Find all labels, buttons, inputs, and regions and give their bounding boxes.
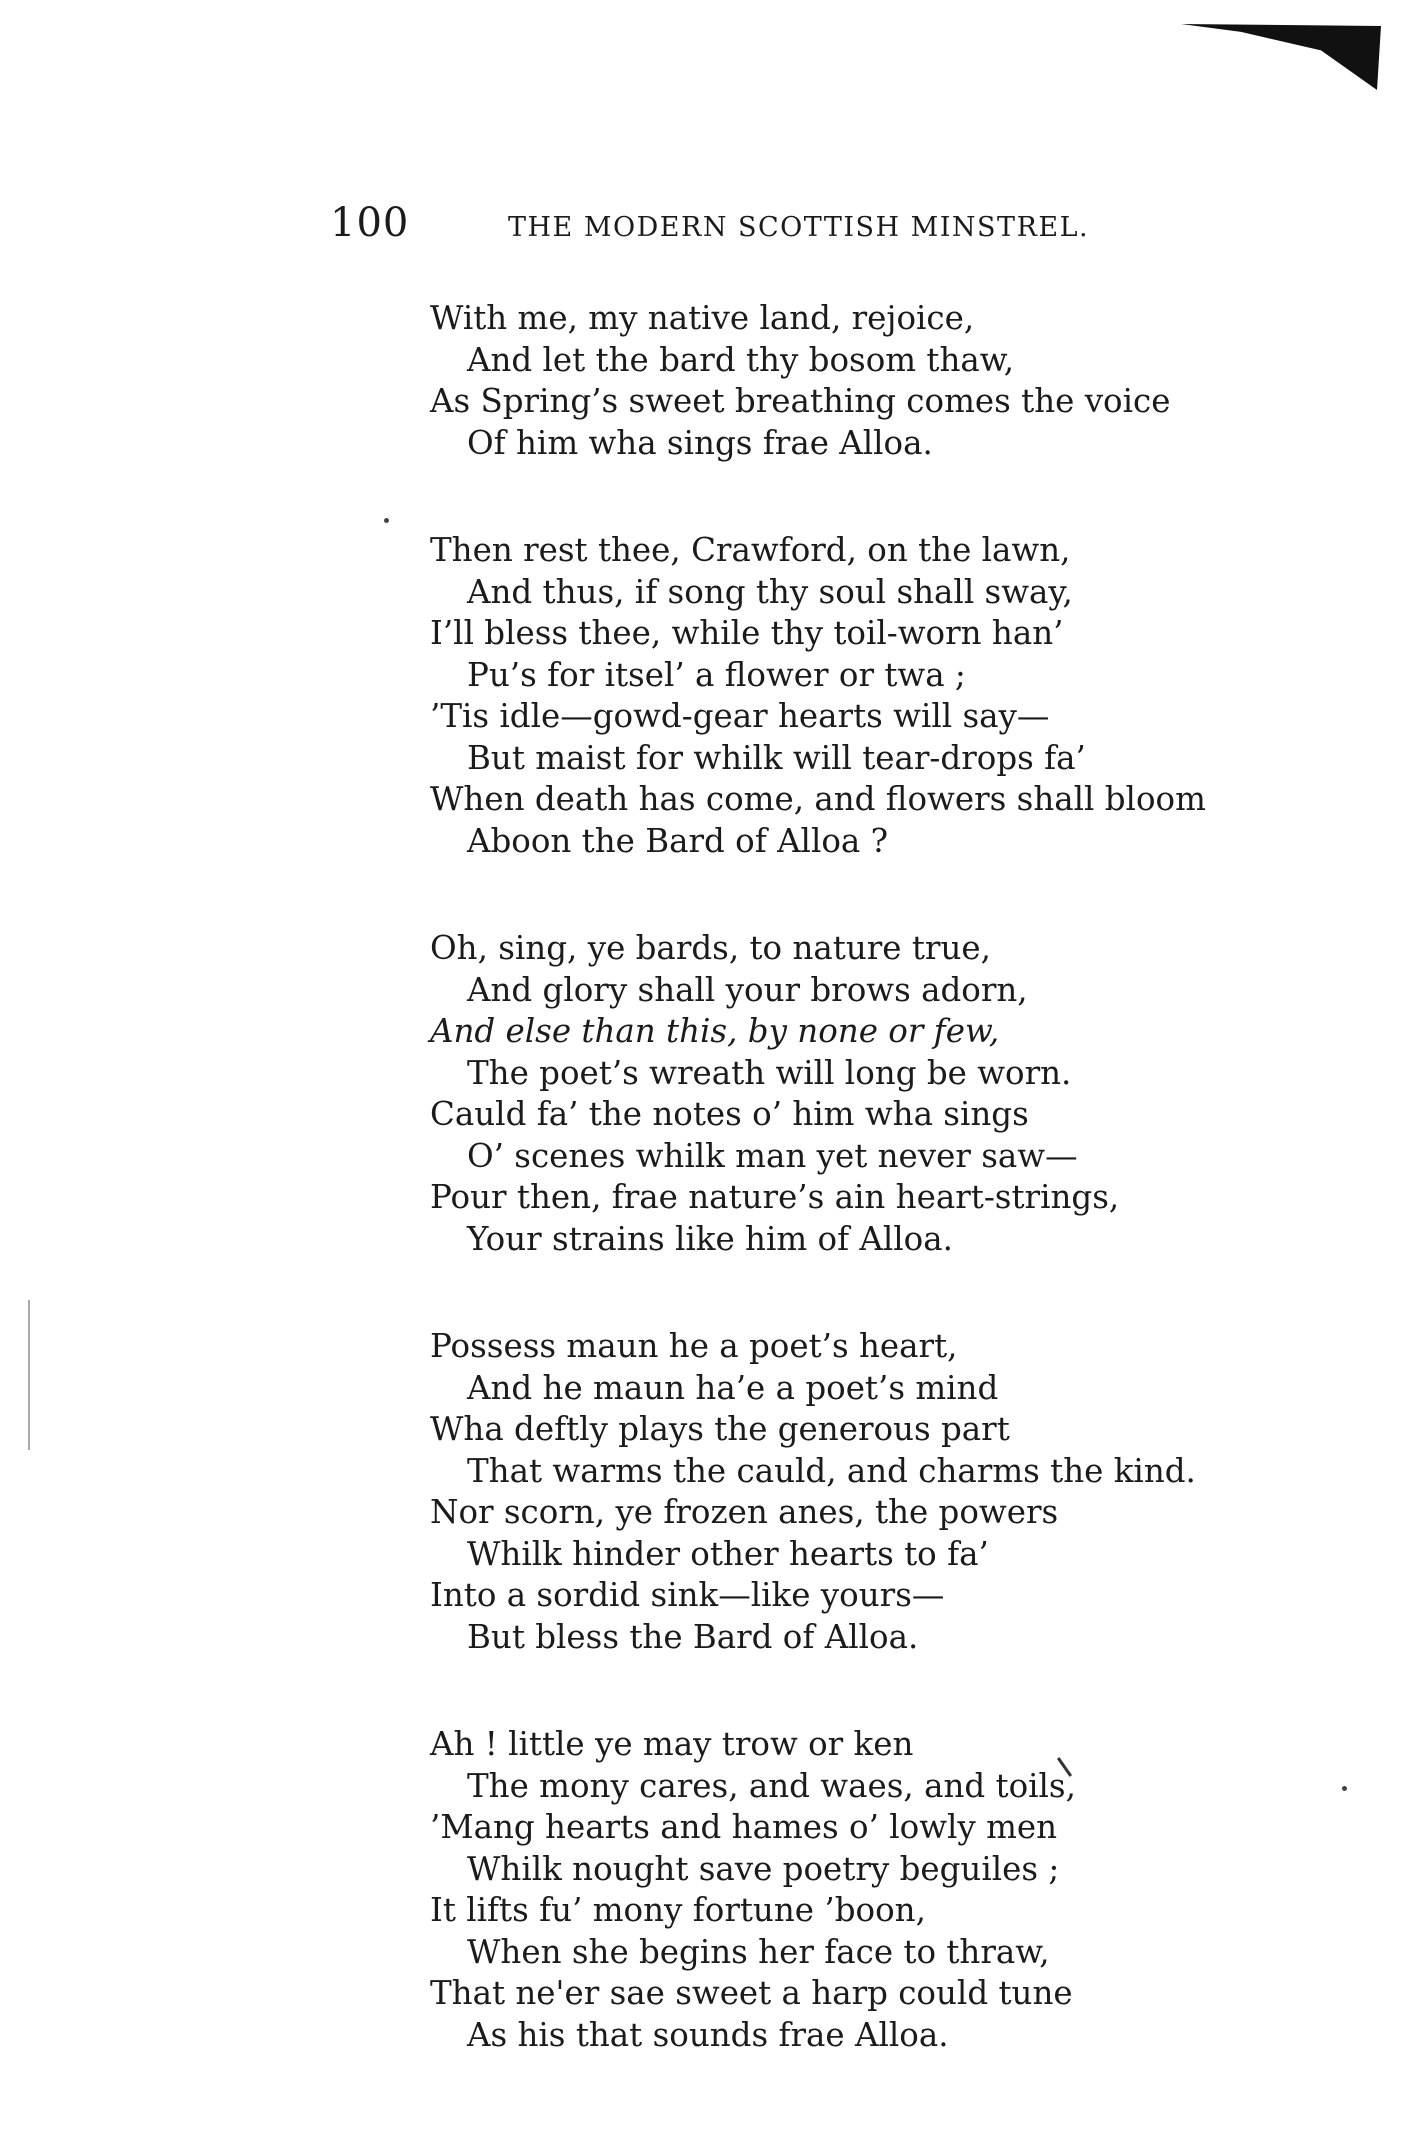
poem-line: And he maun ha’e a poet’s mind [467, 1368, 999, 1407]
stanza [430, 928, 1190, 1260]
stanza [430, 298, 1190, 464]
poem-line: ’Mang hearts and hames o’ lowly men [430, 1808, 1058, 1846]
ink-speck [1342, 1786, 1347, 1791]
poem-line: Of him wha sings frae Alloa. [467, 423, 933, 462]
poem-line: When she begins her face to thraw, [467, 1932, 1050, 1971]
poem-body [430, 298, 1206, 2122]
poem-line: Whilk hinder other hearts to fa’ [467, 1534, 989, 1573]
poem-line: Possess maun he a poet’s heart, [430, 1327, 958, 1365]
poem-line: Wha deftly plays the generous part [430, 1410, 1010, 1448]
poem-line: Into a sordid sink—like yours— [430, 1576, 945, 1614]
poem-line: O’ scenes whilk man yet never saw— [467, 1136, 1078, 1175]
poem-line: Then rest thee, Crawford, on the lawn, [430, 531, 1071, 569]
ink-speck [384, 518, 389, 523]
italic-line-text: And else than this, by none or few, [430, 1012, 1000, 1050]
poem-line: It lifts fu’ mony fortune ’boon, [430, 1891, 926, 1929]
poem-line: Pu’s for itsel’ a flower or twa ; [467, 655, 966, 694]
running-title: THE MODERN SCOTTISH MINSTREL. [508, 212, 1090, 243]
poem-line: When death has come, and flowers shall bloom [430, 780, 1206, 818]
poem-line: With me, my native land, rejoice, [430, 299, 975, 337]
poem-line: And let the bard thy bosom thaw, [467, 340, 1015, 379]
poem-line: Your strains like him of Alloa. [467, 1219, 953, 1258]
poem-line: The poet’s wreath will long be worn. [467, 1053, 1072, 1092]
poem-line: Ah ! little ye may trow or ken [430, 1725, 914, 1763]
poem-line: But maist for whilk will tear-drops fa’ [467, 738, 1086, 777]
stanza [430, 1724, 1190, 2056]
poem-line-italic [430, 1011, 1190, 1053]
poem-line: As Spring’s sweet breathing comes the voice [430, 382, 1171, 420]
page-header [330, 200, 1170, 250]
stanza [430, 1326, 1196, 1658]
poem-line: Whilk nought save poetry beguiles ; [467, 1849, 1060, 1888]
poem-line: Aboon the Bard of Alloa ? [467, 821, 889, 860]
poem-line: That ne'er sae sweet a harp could tune [430, 1974, 1073, 2012]
poem-line: I’ll bless thee, while thy toil-worn han’ [430, 614, 1064, 652]
poem-line: As his that sounds frae Alloa. [467, 2015, 949, 2054]
poem-line: ’Tis idle—gowd-gear hearts will say— [430, 697, 1050, 735]
poem-line: Cauld fa’ the notes o’ him wha sings [430, 1095, 1029, 1133]
stanza [430, 530, 1206, 862]
poem-line: Oh, sing, ye bards, to nature true, [430, 929, 991, 967]
page-number: 100 [330, 200, 410, 246]
poem-line: And glory shall your brows adorn, [467, 970, 1028, 1009]
page-corner-tab-mark [1181, 24, 1381, 90]
poem-line: Pour then, frae nature’s ain heart-strings, [430, 1178, 1120, 1216]
poem-line: That warms the cauld, and charms the kind. [467, 1451, 1196, 1490]
margin-scan-mark [28, 1300, 30, 1450]
poem-line: The mony cares, and waes, and toils, [467, 1766, 1076, 1805]
poem-line: Nor scorn, ye frozen anes, the powers [430, 1493, 1059, 1531]
poem-line: And thus, if song thy soul shall sway, [467, 572, 1073, 611]
poem-line: But bless the Bard of Alloa. [467, 1617, 919, 1656]
